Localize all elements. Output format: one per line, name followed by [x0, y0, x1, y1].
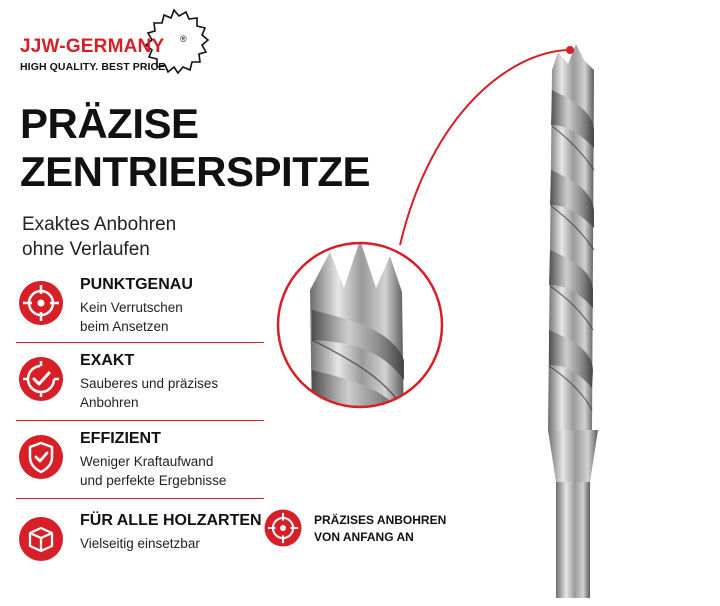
feature-holzarten [16, 512, 266, 576]
shield-check-icon [16, 432, 66, 482]
note-line-1: PRÄZISES ANBOHREN [314, 513, 447, 527]
feature-title: PUNKTGENAU [80, 276, 193, 293]
registered-mark: ® [180, 34, 187, 44]
feature-desc-line-1: Vielseitig einsetzbar [80, 536, 200, 551]
brand-tagline: HIGH QUALITY. BEST PRICE. [20, 61, 169, 73]
feature-description [80, 374, 270, 412]
feature-desc-line-2: und perfekte Ergebnisse [80, 473, 227, 488]
headline-line-1: PRÄZISE [20, 100, 199, 147]
divider [16, 498, 264, 499]
divider [16, 420, 264, 421]
feature-desc-line-1: Weniger Kraftaufwand [80, 454, 214, 469]
note-line-2: VON ANFANG AN [314, 530, 414, 544]
feature-description [80, 452, 270, 490]
subheadline-line-2: ohne Verlaufen [22, 239, 150, 260]
feature-desc-line-1: Sauberes und präzises [80, 376, 219, 391]
subheadline-line-1: Exaktes Anbohren [22, 214, 177, 235]
feature-desc-line-1: Kein Verrutschen [80, 300, 183, 315]
target-check-icon [16, 354, 66, 404]
feature-description [80, 534, 270, 553]
feature-title: EFFIZIENT [80, 430, 161, 447]
brand-name: JJW-GERMANY [20, 36, 165, 57]
feature-title: EXAKT [80, 352, 135, 369]
subheadline [22, 212, 252, 262]
headline-line-2: ZENTRIERSPITZE [20, 148, 371, 195]
feature-punktgenau [16, 276, 266, 340]
callout-line [400, 50, 568, 245]
box-icon [16, 514, 66, 564]
feature-desc-line-2: beim Ansetzen [80, 319, 169, 334]
zoom-detail [278, 240, 442, 430]
feature-desc-line-2: Anbohren [80, 395, 139, 410]
feature-title: FÜR ALLE HOLZARTEN [80, 512, 262, 529]
callout-dot [566, 46, 574, 54]
target-crosshair-icon [16, 278, 66, 328]
divider [16, 342, 264, 343]
feature-exakt [16, 352, 266, 416]
feature-description [80, 298, 270, 336]
feature-effizient [16, 430, 266, 494]
drill-bit [548, 44, 598, 598]
drill-bit-image [272, 30, 692, 600]
